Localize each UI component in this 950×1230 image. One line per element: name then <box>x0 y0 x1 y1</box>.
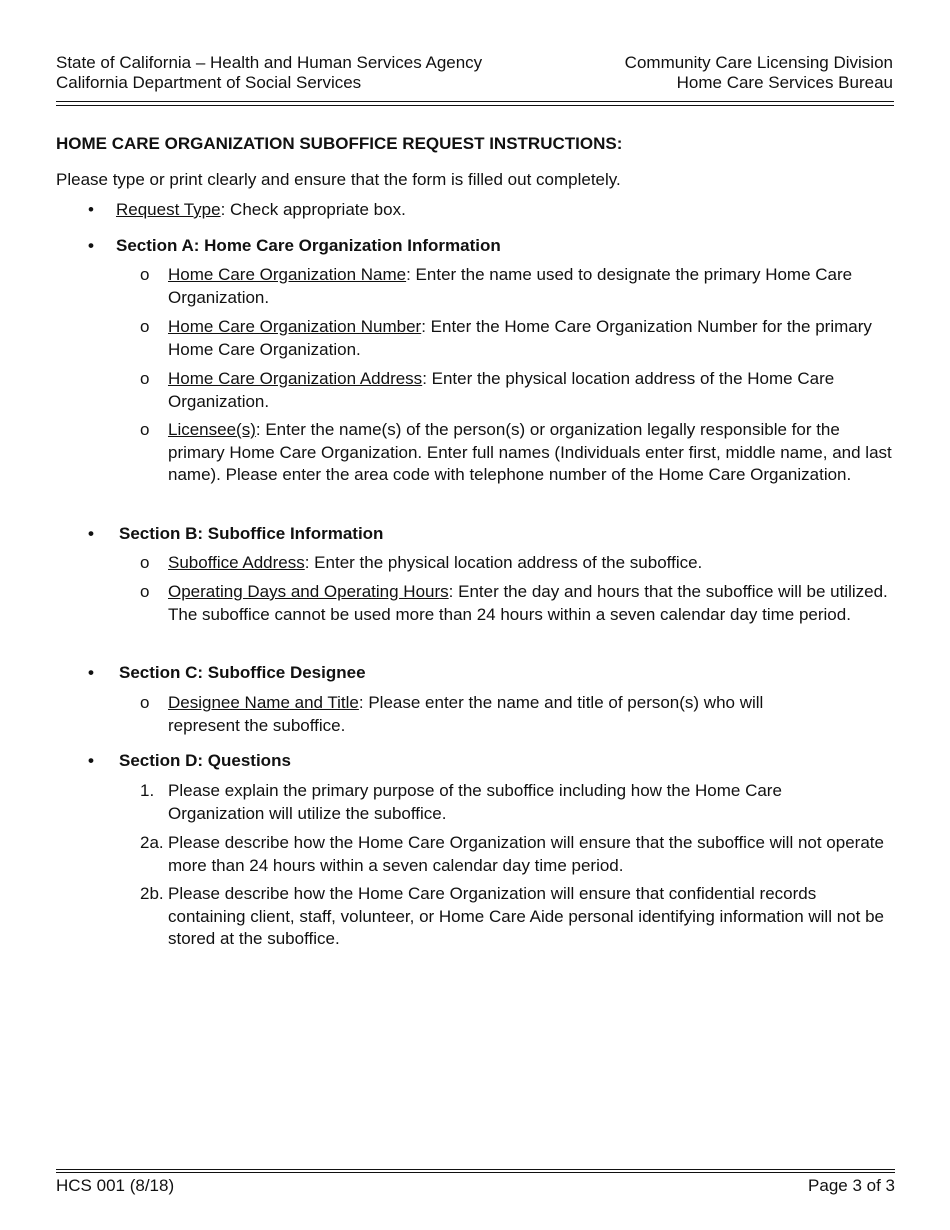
request-type-label: Request Type <box>116 200 221 219</box>
item-label: Licensee(s) <box>168 420 256 439</box>
section-d-heading: Section D: Questions <box>119 751 291 770</box>
item-text: : Enter the day and hours that the suboffice will be utilized. The suboffice cannot be used more than 24 hours within a seven calendar day time period. <box>168 582 888 624</box>
section-b-item-hours <box>168 581 895 626</box>
section-a-item-licensee <box>168 419 896 487</box>
sub-bullet-glyph: o <box>140 553 150 572</box>
sub-bullet-glyph: o <box>140 369 150 388</box>
question-2b-text: Please describe how the Home Care Organization will ensure that confidential records containing client, staff, volunteer, or Home Care Aide personal identifying information will not be stored at the suboffice. <box>168 884 884 948</box>
footer-rule-bottom <box>56 1172 895 1173</box>
bullet-glyph: • <box>88 751 94 770</box>
question-2a-text: Please describe how the Home Care Organization will ensure that the suboffice will not operate more than 24 hours within a seven calendar day time period. <box>168 833 884 875</box>
item-text: : Enter the name(s) of the person(s) or organization legally responsible for the primary Home Care Organization. Enter full names (Individuals enter first, middle name, and last name). Please enter the area code with telephone number of the Home Care Organization. <box>168 420 892 484</box>
intro-text: Please type or print clearly and ensure that the form is filled out completely. <box>56 170 621 189</box>
section-a-item-name <box>168 264 883 309</box>
request-type-text: : Check appropriate box. <box>220 200 406 219</box>
sub-bullet-glyph: o <box>140 317 150 336</box>
section-a-item-number <box>168 316 883 361</box>
item-label: Home Care Organization Name <box>168 265 407 284</box>
item-text: : Enter the Home Care Organization Number for the primary Home Care Organization. <box>168 317 872 359</box>
sub-bullet-glyph: o <box>140 265 150 284</box>
header-left-line1: State of California – Health and Human Services Agency <box>56 53 483 72</box>
item-label: Home Care Organization Number <box>168 317 422 336</box>
bullet-glyph: • <box>88 200 94 219</box>
header-agency <box>56 53 482 93</box>
footer-rule-top <box>56 1169 895 1170</box>
sub-bullet-glyph: o <box>140 693 150 712</box>
item-label: Home Care Organization Address <box>168 369 423 388</box>
question-number: 2a. <box>140 833 164 852</box>
item-text: : Enter the physical location address of the suboffice. <box>304 553 703 572</box>
page-title: HOME CARE ORGANIZATION SUBOFFICE REQUEST INSTRUCTIONS: <box>56 134 623 153</box>
section-b-item-address <box>168 552 894 575</box>
item-text: : Please enter the name and title of person(s) who will represent the suboffice. <box>168 693 764 735</box>
bullet-glyph: • <box>88 524 94 543</box>
form-id: HCS 001 (8/18) <box>56 1176 175 1195</box>
header-right-line1: Community Care Licensing Division <box>624 53 893 72</box>
request-type-line <box>116 199 406 221</box>
sub-bullet-glyph: o <box>140 420 150 439</box>
section-c-item-designee <box>168 692 828 737</box>
bullet-glyph: • <box>88 236 94 255</box>
page-number: Page 3 of 3 <box>808 1176 895 1195</box>
item-label: Suboffice Address <box>168 553 305 572</box>
item-text: : Enter the physical location address of the Home Care Organization. <box>168 369 835 411</box>
header-left-line2: California Department of Social Services <box>56 73 362 92</box>
sub-bullet-glyph: o <box>140 582 150 601</box>
item-text: : Enter the name used to designate the primary Home Care Organization. <box>168 265 853 307</box>
section-a-item-address <box>168 368 868 413</box>
section-c-heading: Section C: Suboffice Designee <box>119 663 366 682</box>
header-rule-bottom <box>56 105 894 106</box>
section-b-heading: Section B: Suboffice Information <box>119 524 384 543</box>
question-1-text: Please explain the primary purpose of the suboffice including how the Home Care Organization will utilize the suboffice. <box>168 781 782 823</box>
header-right-line2: Home Care Services Bureau <box>676 73 893 92</box>
question-number: 1. <box>140 781 155 800</box>
header-division <box>625 53 893 93</box>
question-number: 2b. <box>140 884 164 903</box>
section-a-heading: Section A: Home Care Organization Information <box>116 236 501 255</box>
bullet-glyph: • <box>88 663 94 682</box>
item-label: Designee Name and Title <box>168 693 359 712</box>
item-label: Operating Days and Operating Hours <box>168 582 449 601</box>
header-rule-top <box>56 101 894 102</box>
